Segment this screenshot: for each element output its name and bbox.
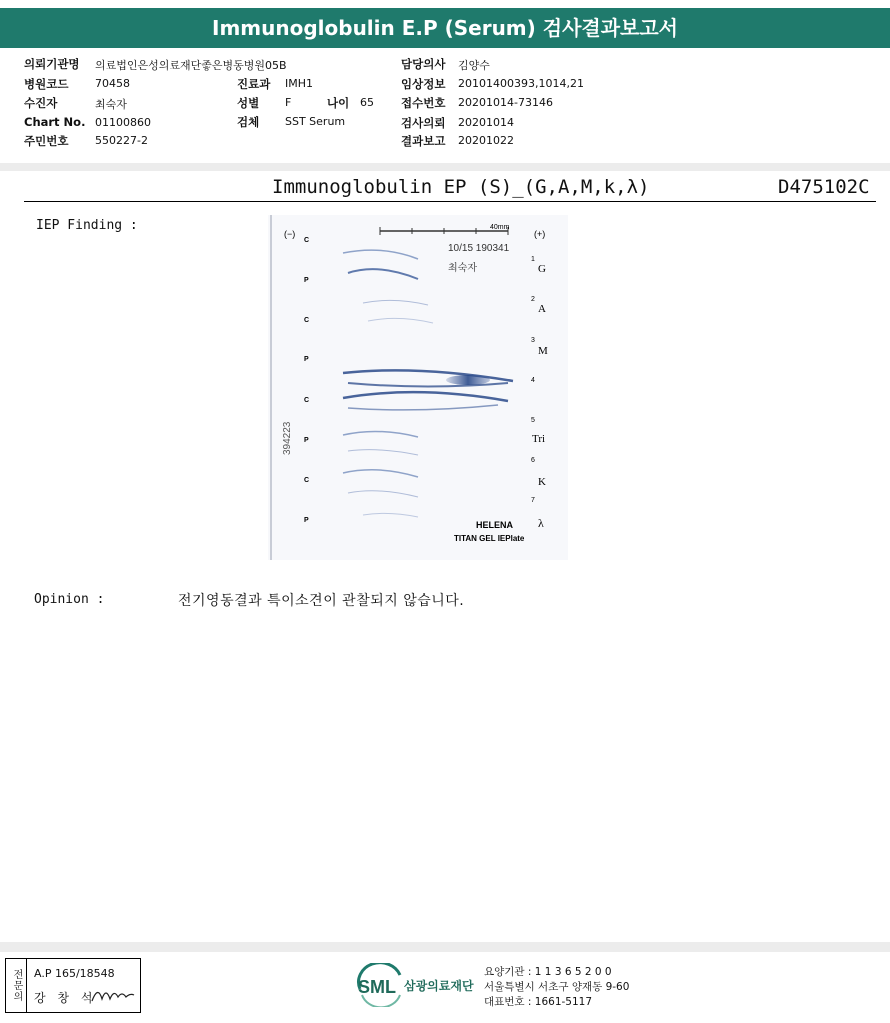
lane-number: 3 — [531, 337, 535, 344]
lane-label: K — [538, 476, 546, 488]
gel-band-dense — [446, 375, 490, 385]
info-label: 진료과 — [237, 77, 271, 91]
info-value: 의료법인은성의료재단좋은병동병원05B — [95, 59, 287, 72]
title-underline — [24, 201, 876, 202]
info-value: 20201014-73146 — [458, 96, 553, 109]
info-value: F — [285, 96, 292, 109]
info-value: 최숙자 — [95, 98, 127, 111]
address-line: 대표번호 : 1661-5117 — [484, 996, 593, 1008]
info-label: 의뢰기관명 — [24, 57, 80, 71]
info-label: 병원코드 — [24, 77, 69, 91]
specialist-tag: 전문의 — [6, 959, 27, 1012]
gel-side-id: 394223 — [282, 421, 293, 455]
handwritten-signature — [90, 983, 136, 1007]
info-value: 20201014 — [458, 116, 514, 129]
info-label: 임상정보 — [401, 77, 446, 91]
org-name: 삼광의료재단 — [404, 979, 474, 993]
info-label: 나이 — [327, 96, 350, 110]
license-number: A.P 165/18548 — [34, 967, 115, 980]
lane-number: 4 — [531, 377, 535, 384]
org-address — [484, 965, 629, 1010]
lane-label: λ — [538, 516, 544, 530]
test-title: Immunoglobulin EP (S)_(G,A,M,k,λ) — [272, 176, 650, 198]
gel-edge — [270, 215, 272, 560]
info-label: 검사의뢰 — [401, 116, 446, 130]
gel-well-mark: P — [304, 277, 309, 284]
opinion-text: 전기영동결과 특이소견이 관찰되지 않습니다. — [178, 593, 465, 609]
report-title: Immunoglobulin E.P (Serum) 검사결과보고서 — [0, 8, 890, 48]
gel-brand: TITAN GEL IEPlate — [454, 534, 525, 543]
footer-divider — [0, 942, 890, 952]
gel-well-mark: C — [304, 477, 310, 484]
info-label: 담당의사 — [401, 57, 446, 71]
lane-number: 2 — [531, 296, 535, 303]
info-value: 550227-2 — [95, 134, 148, 147]
lane-number: 7 — [531, 497, 535, 504]
lane-number: 1 — [531, 256, 535, 263]
iep-finding-label: IEP Finding : — [36, 218, 138, 233]
info-value: 01100860 — [95, 116, 151, 129]
info-value: 65 — [360, 96, 374, 109]
logo-text: SML — [358, 977, 396, 997]
scale-label: 40mm — [490, 224, 510, 231]
gel-well-mark: P — [304, 356, 309, 363]
gel-brand: HELENA — [476, 520, 514, 530]
gel-stamp: 10/15 190341 — [448, 243, 510, 254]
gel-well-mark: P — [304, 437, 309, 444]
test-code: D475102C — [778, 176, 870, 198]
opinion-label: Opinion : — [34, 592, 105, 607]
info-label: 결과보고 — [401, 134, 446, 148]
info-value: 김양수 — [458, 59, 490, 72]
info-label: 성별 — [237, 96, 260, 110]
info-label: Chart No. — [24, 115, 86, 129]
lane-number: 5 — [531, 417, 535, 424]
section-divider — [0, 163, 890, 171]
info-value: 20201022 — [458, 134, 514, 147]
patient-info — [0, 52, 890, 162]
gel-well-mark: C — [304, 317, 310, 324]
info-value: SST Serum — [285, 115, 346, 128]
address-line: 요양기관 : 1 1 3 6 5 2 0 0 — [484, 966, 612, 978]
negative-pole: (−) — [284, 229, 296, 239]
gel-well-mark: C — [304, 237, 310, 244]
info-value: IMH1 — [285, 77, 314, 90]
gel-patient-name: 최숙자 — [448, 263, 477, 274]
address-line: 서울특별시 서초구 양재동 9-60 — [484, 981, 630, 993]
info-label: 접수번호 — [401, 96, 446, 110]
lane-label: G — [538, 263, 546, 275]
info-label: 주민번호 — [24, 134, 69, 148]
gel-well-mark: C — [304, 397, 310, 404]
lane-label: A — [538, 303, 546, 315]
signer-name: 강 창 석 — [34, 991, 97, 1005]
info-value: 20101400393,1014,21 — [458, 77, 584, 90]
iep-gel-image — [268, 215, 568, 560]
lane-label: M — [538, 345, 548, 357]
lane-label: Tri — [532, 433, 546, 445]
signature-box — [5, 958, 141, 1013]
gel-well-mark: P — [304, 517, 309, 524]
lane-number: 6 — [531, 457, 535, 464]
gel-background — [268, 215, 568, 560]
info-label: 수진자 — [24, 96, 58, 110]
info-label: 검체 — [237, 115, 260, 129]
positive-pole: (+) — [534, 229, 546, 239]
info-value: 70458 — [95, 77, 130, 90]
